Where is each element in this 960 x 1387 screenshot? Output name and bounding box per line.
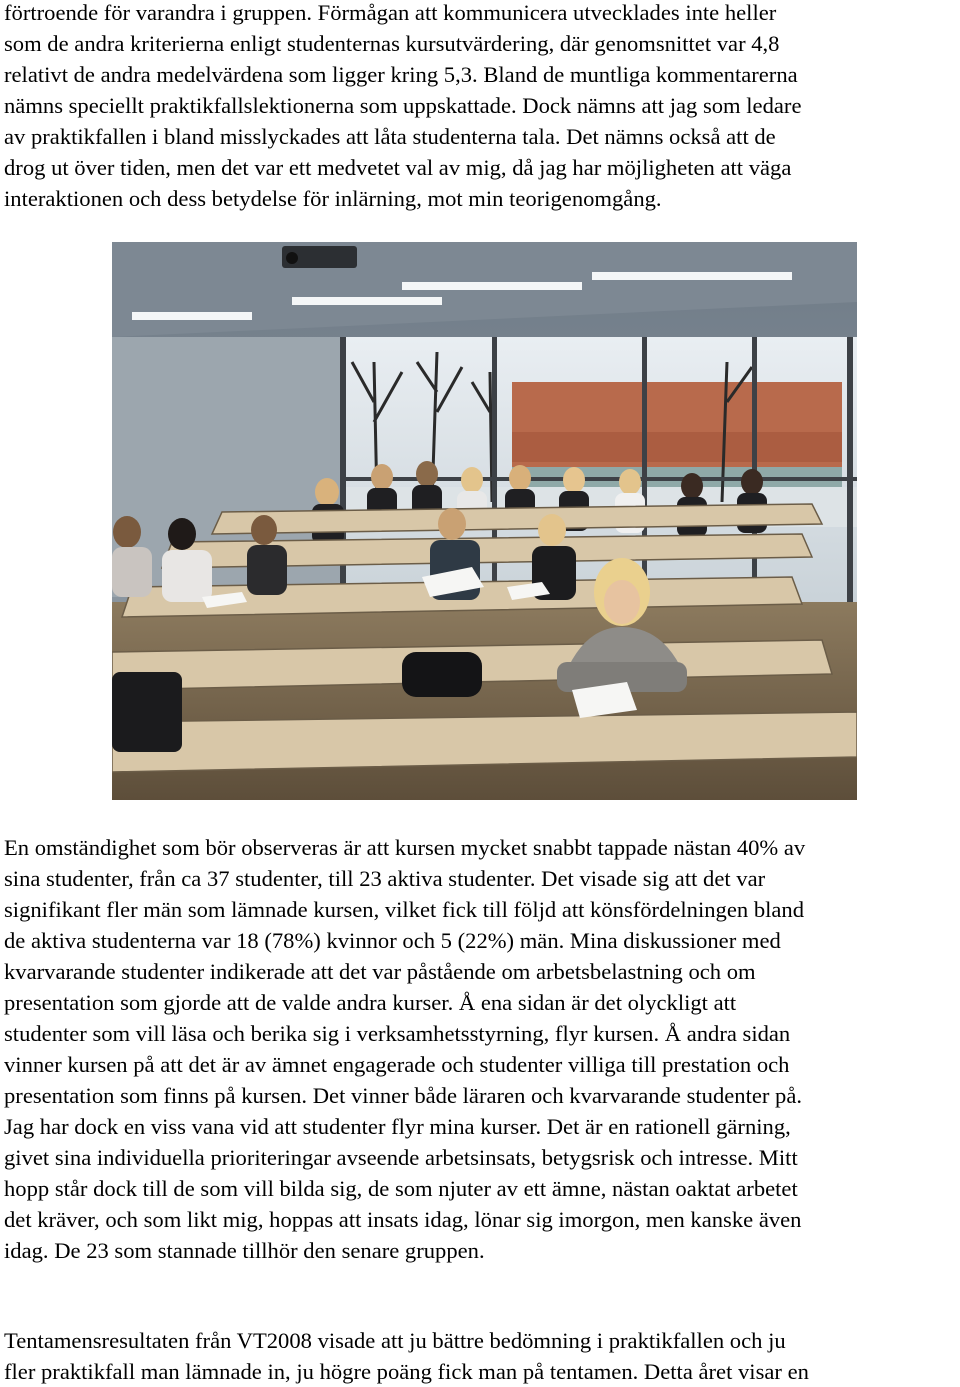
paragraph-line: En omständighet som bör observeras är att kursen mycket snabbt tappade nästan 40% av xyxy=(4,835,806,860)
paragraph-line: förtroende för varandra i gruppen. Förmågan att kommunicera utvecklades inte heller xyxy=(4,0,777,25)
paragraph-line: idag. De 23 som stannade tillhör den senare gruppen. xyxy=(4,1238,485,1263)
paragraph-line: det kräver, och som likt mig, hoppas att insats idag, lönar sig imorgon, men kanske även xyxy=(4,1207,802,1232)
paragraph-line: interaktionen och dess betydelse för inlärning, mot min teorigenomgång. xyxy=(4,186,662,211)
paragraph-line: kvarvarande studenter indikerade att det var påstående om arbetsbelastning och om xyxy=(4,959,756,984)
paragraph-1 xyxy=(4,0,956,214)
paragraph-line: Jag har dock en viss vana vid att studenter flyr mina kurser. Det är en rationell gärning, xyxy=(4,1114,791,1139)
paragraph-line: relativt de andra medelvärdena som ligger kring 5,3. Bland de muntliga kommentarerna xyxy=(4,62,798,87)
paragraph-line: vinner kursen på att det är av ämnet engagerade och studenter villiga till prestation och xyxy=(4,1052,790,1077)
paragraph-line: givet sina individuella prioriteringar avseende arbetsinsats, betygsrisk och intresse. Mitt xyxy=(4,1145,798,1170)
classroom-photo-illustration xyxy=(112,242,857,800)
paragraph-line: som de andra kriterierna enligt studenternas kursutvärdering, där genomsnittet var 4,8 xyxy=(4,31,780,56)
paragraph-3 xyxy=(4,1325,956,1387)
paragraph-line: av praktikfallen i bland misslyckades att låta studenterna tala. Det nämns också att de xyxy=(4,124,776,149)
paragraph-line: fler praktikfall man lämnade in, ju högre poäng fick man på tentamen. Detta året visar en xyxy=(4,1359,809,1384)
paragraph-line: studenter som vill läsa och berika sig i verksamhetsstyrning, flyr kursen. Å andra sidan xyxy=(4,1021,791,1046)
paragraph-line: presentation som finns på kursen. Det vinner både läraren och kvarvarande studenter på. xyxy=(4,1083,803,1108)
paragraph-line: sina studenter, från ca 37 studenter, till 23 aktiva studenter. Det visade sig att det var xyxy=(4,866,766,891)
paragraph-line: nämns speciellt praktikfallslektionerna som uppskattade. Dock nämns att jag som ledare xyxy=(4,93,802,118)
paragraph-line: de aktiva studenterna var 18 (78%) kvinnor och 5 (22%) män. Mina diskussioner med xyxy=(4,928,781,953)
paragraph-line: presentation som gjorde att de valde andra kurser. Å ena sidan är det olyckligt att xyxy=(4,990,737,1015)
paragraph-line: Tentamensresultaten från VT2008 visade att ju bättre bedömning i praktikfallen och ju xyxy=(4,1328,786,1353)
classroom-photo xyxy=(112,242,857,800)
paragraph-line: signifikant fler män som lämnade kursen, vilket fick till följd att könsfördelningen bland xyxy=(4,897,805,922)
paragraph-line: hopp står dock till de som vill bilda sig, de som njuter av ett ämne, nästan oaktat arbetet xyxy=(4,1176,798,1201)
paragraph-line: drog ut över tiden, men det var ett medvetet val av mig, då jag har möjligheten att väga xyxy=(4,155,792,180)
paragraph-2 xyxy=(4,832,956,1266)
